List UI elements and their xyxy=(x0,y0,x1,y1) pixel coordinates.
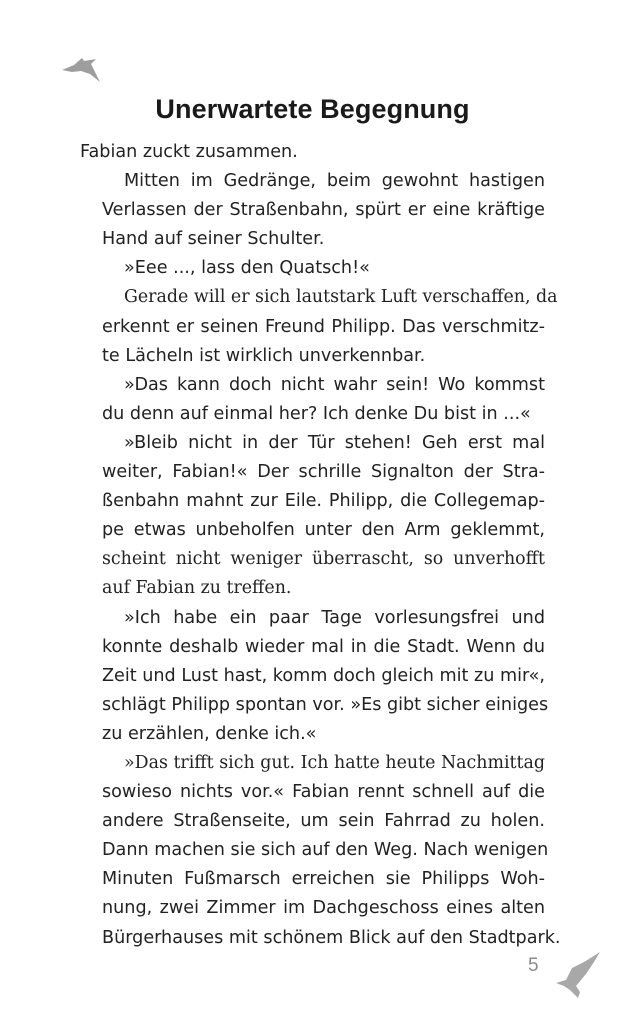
text-line: Fabian zuckt zusammen. xyxy=(80,142,298,162)
paragraph xyxy=(80,254,545,283)
page-title: Unerwartete Begegnung xyxy=(155,94,470,125)
text-line: Mitten im Gedränge, beim gewohnt hastigen xyxy=(124,171,545,192)
text-line: scheint nicht weniger überrascht, so unverhofft xyxy=(102,549,545,570)
text-line: schlägt Philipp spontan vor. »Es gibt sicher einiges xyxy=(102,694,549,715)
text-line: Verlassen der Straßenbahn, spürt er eine kräftige xyxy=(102,200,545,221)
text-line: »Das kann doch nicht wahr sein! Wo kommst xyxy=(124,374,545,395)
text-line: Gerade will er sich lautstark Luft verschaffen, da xyxy=(124,287,558,308)
text-line: weiter, Fabian!« Der schrille Signalton der Stra- xyxy=(102,462,545,483)
paragraph xyxy=(80,138,545,167)
paragraph xyxy=(80,604,549,749)
text-line: Dann machen sie sich auf den Weg. Nach wenigen xyxy=(102,840,549,861)
paragraph xyxy=(80,429,545,604)
paragraph xyxy=(80,283,558,370)
text-line: du denn auf einmal her? Ich denke Du bist in ...« xyxy=(102,403,531,424)
text-line: erkennt er seinen Freund Philipp. Das verschmitz- xyxy=(102,316,545,337)
text-line: Zeit und Lust hast, komm doch gleich mit zu mir«, xyxy=(102,665,546,686)
paragraph xyxy=(80,371,545,429)
text-line: zu erzählen, denke ich.« xyxy=(102,723,317,744)
bird-icon xyxy=(550,950,602,1000)
text-line: Bürgerhauses mit schönem Blick auf den Stadtpark. xyxy=(102,927,561,948)
text-line: »Ich habe ein paar Tage vorlesungsfrei und xyxy=(124,607,545,628)
paragraph xyxy=(80,167,545,254)
text-line: »Eee ..., lass den Quatsch!« xyxy=(124,258,370,279)
text-line: konnte deshalb wieder mal in die Stadt. Wenn du xyxy=(102,636,545,657)
text-line: Minuten Fußmarsch erreichen sie Philipps Woh- xyxy=(102,869,545,890)
text-line: nung, zwei Zimmer im Dachgeschoss eines alten xyxy=(102,898,545,919)
text-line: pe etwas unbeholfen unter den Arm geklemmt, xyxy=(102,520,545,541)
body-text xyxy=(80,138,561,953)
text-line: andere Straßenseite, um sein Fahrrad zu holen. xyxy=(102,811,545,832)
text-line: »Das trifft sich gut. Ich hatte heute Nachmittag xyxy=(124,752,545,773)
text-line: sowieso nichts vor.« Fabian rennt schnell auf die xyxy=(102,782,545,803)
text-line: ßenbahn mahnt zur Eile. Philipp, die Collegemap- xyxy=(102,491,545,512)
paragraph xyxy=(80,749,561,953)
page-number: 5 xyxy=(528,955,539,976)
bird-icon xyxy=(60,56,104,86)
text-line: te Lächeln ist wirklich unverkennbar. xyxy=(102,345,426,366)
text-line: »Bleib nicht in der Tür stehen! Geh erst mal xyxy=(124,432,545,453)
text-line: auf Fabian zu treffen. xyxy=(102,578,292,599)
text-line: Hand auf seiner Schulter. xyxy=(102,229,325,250)
